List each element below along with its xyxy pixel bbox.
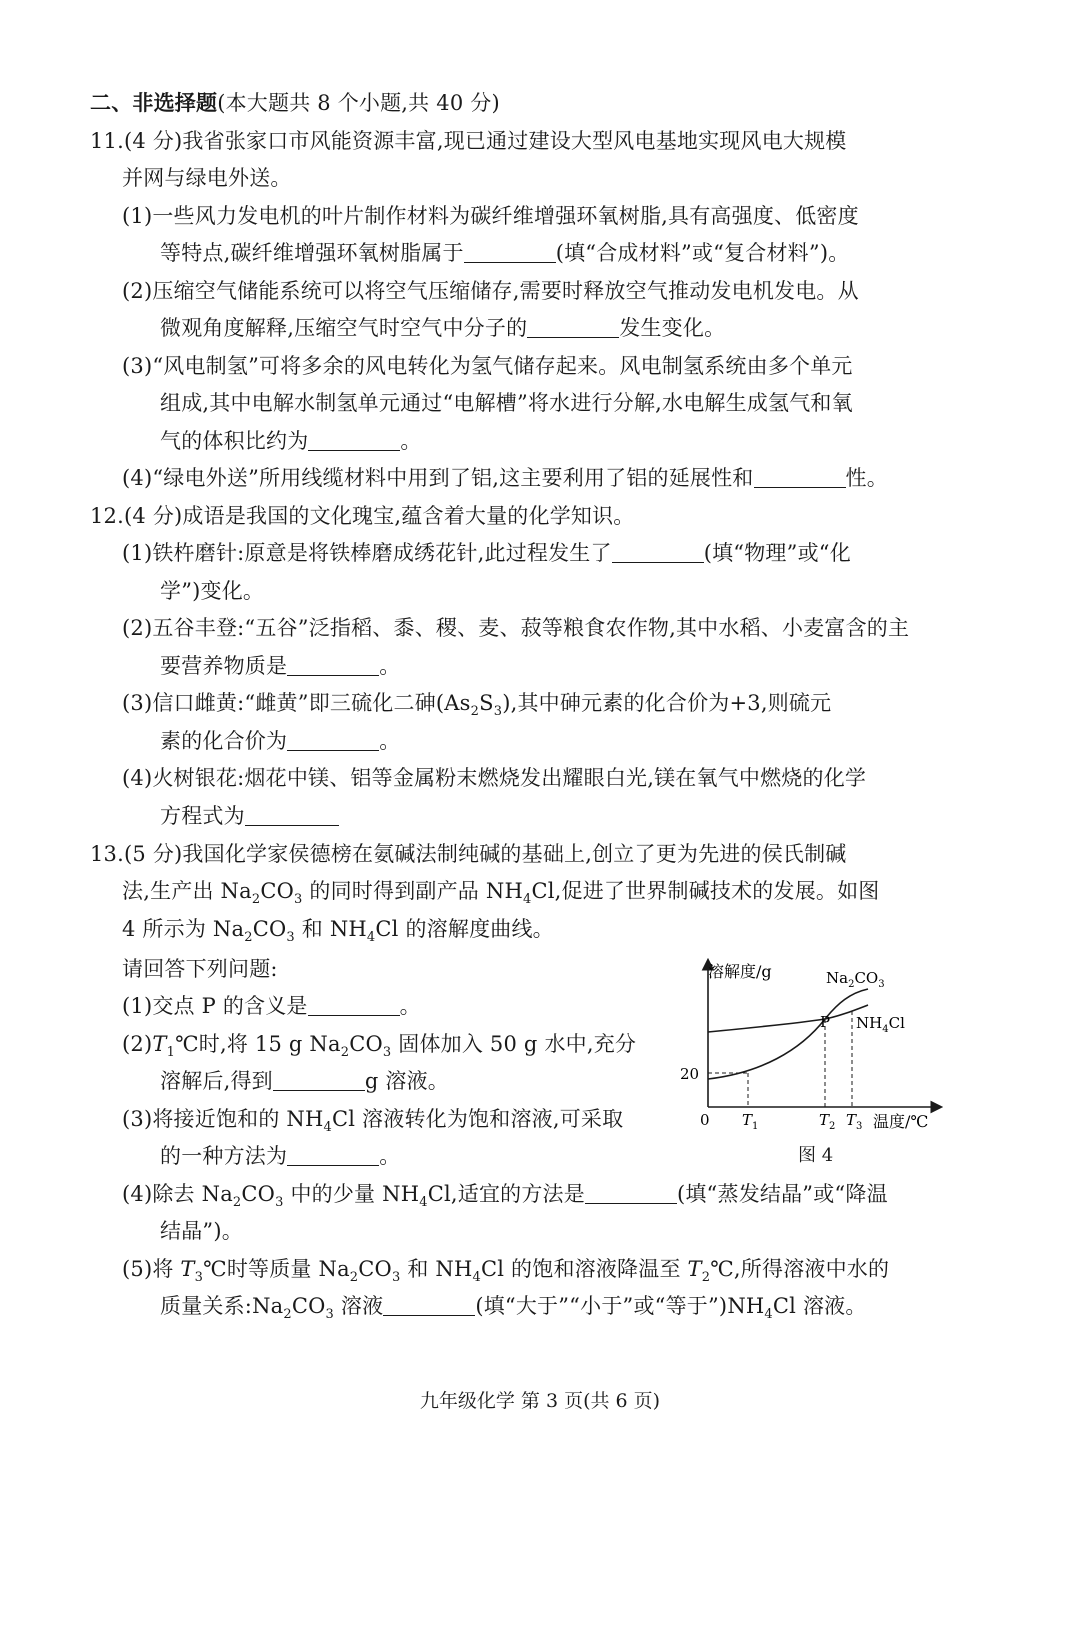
q11-part3-line2: 组成,其中电解水制氢单元通过“电解槽”将水进行分解,水电解生成氢气和氧 xyxy=(160,391,853,415)
solubility-chart xyxy=(680,955,950,1140)
q11-head-cont: 并网与绿电外送。 xyxy=(122,166,292,190)
q12-part3-line2: 素的化合价为 。 xyxy=(160,729,401,753)
q13-part4-line2: 结晶”)。 xyxy=(160,1219,243,1243)
answer-blank[interactable] xyxy=(612,540,704,563)
answer-blank[interactable] xyxy=(287,728,379,751)
q13-part2-line2: 溶解后,得到 g 溶液。 xyxy=(160,1069,449,1093)
y-axis-label: 溶解度/g xyxy=(708,962,772,981)
q12-part1-line1: (1)铁杵磨针:原意是将铁棒磨成绣花针,此过程发生了 (填“物理”或“化 xyxy=(122,541,851,565)
origin-label: 0 xyxy=(700,1111,710,1129)
q11-head: 11.(4 分)我省张家口市风能资源丰富,现已通过建设大型风电基地实现风电大规模 xyxy=(90,129,847,153)
section-note: (本大题共 8 个小题,共 40 分) xyxy=(217,91,500,115)
answer-blank[interactable] xyxy=(754,465,846,488)
q12-part1-line2: 学”)变化。 xyxy=(160,579,265,603)
q11-part3-line3: 气的体积比约为 。 xyxy=(160,429,422,453)
nh4cl-curve xyxy=(708,1005,868,1032)
answer-blank[interactable] xyxy=(245,803,339,826)
q11-part3-line1: (3)“风电制氢”可将多余的风电转化为氢气储存起来。风电制氢系统由多个单元 xyxy=(122,354,853,378)
q13-part5-line1: (5)将 $T_3℃$时等质量 $Na_2CO_3$ 和 $NH_4Cl$ 的饱和溶液降温至 $T_2℃$,所得溶液中水的 xyxy=(122,1257,890,1285)
answer-blank[interactable] xyxy=(585,1181,677,1204)
x-tick-t3: $T_3$ xyxy=(846,1111,863,1132)
x-tick-t2: $T_2$ xyxy=(819,1111,836,1132)
answer-blank[interactable] xyxy=(464,240,556,263)
x-axis-label: 温度/℃ xyxy=(873,1112,929,1131)
q13-part4-line1: (4)除去 $Na_2CO_3$ 中的少量 $NH_4Cl$,适宜的方法是 (填“蒸发结晶”或“降温 xyxy=(122,1182,888,1210)
q12-part4-line1: (4)火树银花:烟花中镁、铝等金属粉末燃烧发出耀眼白光,镁在氧气中燃烧的化学 xyxy=(122,766,867,790)
y-tick-20: 20 xyxy=(680,1065,700,1083)
answer-blank[interactable] xyxy=(383,1293,475,1316)
answer-blank[interactable] xyxy=(287,653,379,676)
q12-part4-line2: 方程式为 xyxy=(160,801,339,831)
q12-part2-line2: 要营养物质是 。 xyxy=(160,654,401,678)
x-tick-t1: $T_1$ xyxy=(742,1111,759,1132)
q13-head: 13.(5 分)我国化学家侯德榜在氨碱法制纯碱的基础上,创立了更为先进的侯氏制碱 xyxy=(90,842,847,866)
q11-part1-line1: (1)一些风力发电机的叶片制作材料为碳纤维增强环氧树脂,具有高强度、低密度 xyxy=(122,204,859,228)
q13-line2: 法,生产出 $Na_2CO_3$ 的同时得到副产品 $NH_4Cl$,促进了世界制碱技术的发展。如图 xyxy=(122,879,880,907)
q12-part3-line1: (3)信口雌黄:“雌黄”即三硫化二砷$(As_2S_3)$,其中砷元素的化合价为+3,则硫元 xyxy=(122,691,832,719)
q11-part2-line2: 微观角度解释,压缩空气时空气中分子的 发生变化。 xyxy=(160,316,726,340)
intersection-label: P xyxy=(820,1013,831,1031)
q13-part1: (1)交点 P 的含义是 。 xyxy=(122,994,421,1018)
q13-line3: 4 所示为 $Na_2CO_3$ 和 $NH_4Cl$ 的溶解度曲线。 xyxy=(122,917,554,945)
q11-part4: (4)“绿电外送”所用线缆材料中用到了铝,这主要利用了铝的延展性和 性。 xyxy=(122,466,888,490)
answer-blank[interactable] xyxy=(308,428,400,451)
q12-head: 12.(4 分)成语是我国的文化瑰宝,蕴含着大量的化学知识。 xyxy=(90,504,635,528)
q13-part3-line1: (3)将接近饱和的 $NH_4Cl$ 溶液转化为饱和溶液,可采取 xyxy=(122,1107,624,1135)
figure-caption: 图 4 xyxy=(798,1145,834,1166)
q13-part2-line1: $(2)T_1℃$时,将 15 g $Na_2CO_3$ 固体加入 50 g 水中,充分 xyxy=(122,1032,637,1060)
answer-blank[interactable] xyxy=(308,993,400,1016)
page-footer: 九年级化学 第 3 页(共 6 页) xyxy=(419,1390,661,1412)
q11-part2-line1: (2)压缩空气储能系统可以将空气压缩储存,需要时释放空气推动发电机发电。从 xyxy=(122,279,859,303)
q13-part5-line2: 质量关系$:Na_2CO_3$ 溶液 (填“大于”“小于”或“等于$”)NH_4Cl$ 溶液。 xyxy=(160,1294,867,1322)
series-label-nh4cl: $NH_4Cl$ xyxy=(856,1014,905,1035)
na2co3-curve xyxy=(708,989,868,1079)
section-title: 二、非选择题 xyxy=(90,90,218,115)
answer-blank[interactable] xyxy=(287,1143,379,1166)
q11-part1-line2: 等特点,碳纤维增强环氧树脂属于 (填“合成材料”或“复合材料”)。 xyxy=(160,241,850,265)
q13-part3-line2: 的一种方法为 。 xyxy=(160,1144,401,1168)
series-label-na2co3: $Na_2CO_3$ xyxy=(826,969,885,990)
answer-blank[interactable] xyxy=(527,315,619,338)
q12-part2-line1: (2)五谷丰登:“五谷”泛指稻、黍、稷、麦、菽等粮食农作物,其中水稻、小麦富含的主 xyxy=(122,616,910,640)
section-header xyxy=(90,88,500,118)
q13-prompt: 请回答下列问题: xyxy=(122,957,278,981)
answer-blank[interactable] xyxy=(273,1068,365,1091)
